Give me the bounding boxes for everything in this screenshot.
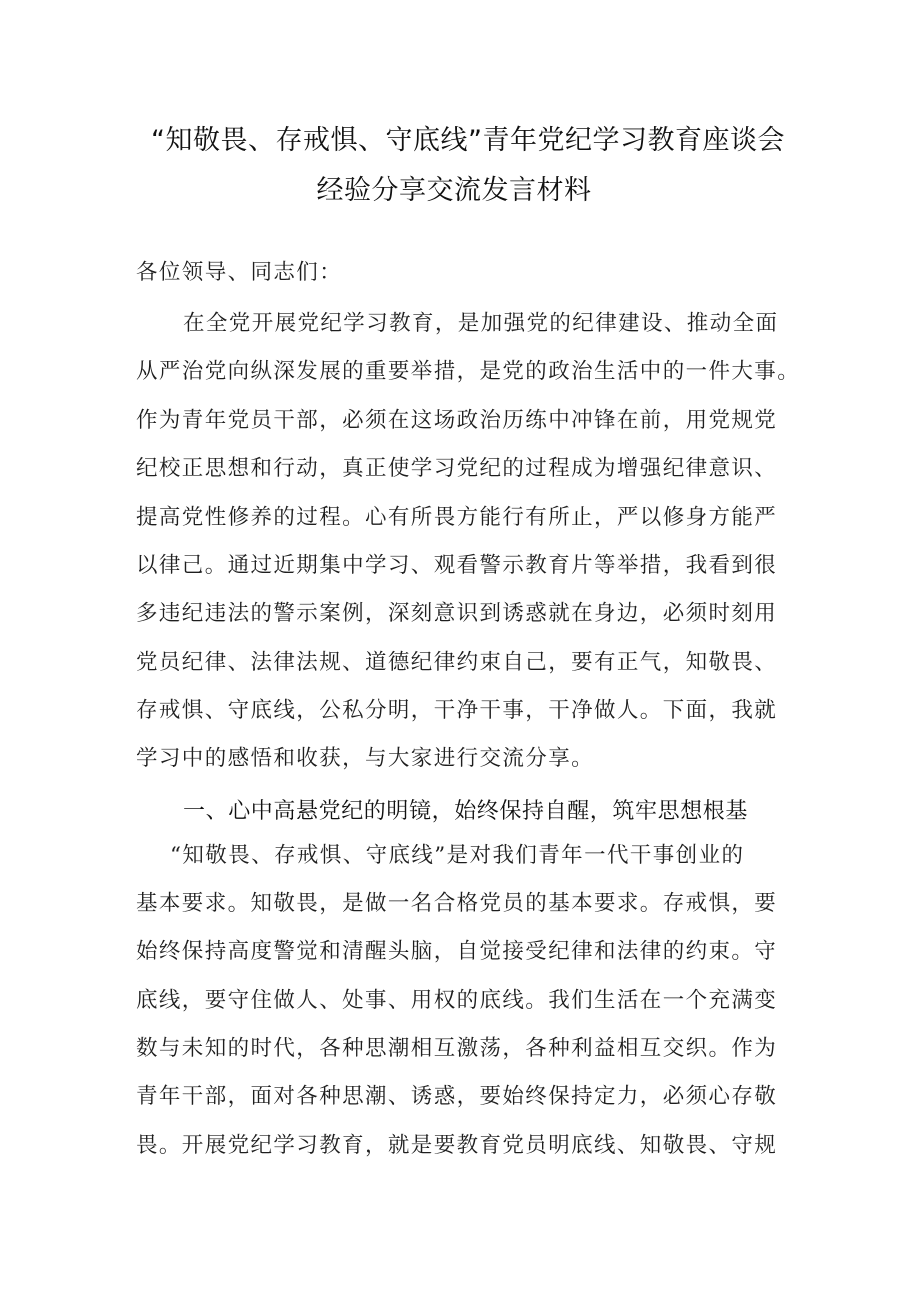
- paragraph-2-line: 基本要求。知敬畏，是做一名合格党员的基本要求。存戒惧，要: [136, 891, 778, 916]
- paragraph-1-line: 从严治党向纵深发展的重要举措，是党的政治生活中的一件大事。: [136, 359, 801, 384]
- paragraph-2-line: “知敬畏、存戒惧、守底线”是对我们青年一代干事创业的: [170, 843, 745, 868]
- paragraph-1-line: 以律己。通过近期集中学习、观看警示教育片等举措，我看到很: [136, 553, 778, 578]
- paragraph-1-line: 多违纪违法的警示案例，深刻意识到诱惑就在身边，必须时刻用: [136, 601, 778, 626]
- paragraph-2-line: 数与未知的时代，各种思潮相互激荡，各种利益相互交织。作为: [136, 1036, 778, 1061]
- paragraph-2-line: 畏。开展党纪学习教育，就是要教育党员明底线、知敬畏、守规: [136, 1133, 778, 1158]
- section-1-heading: 一、心中高悬党纪的明镜，始终保持自醒，筑牢思想根基: [183, 799, 749, 824]
- paragraph-1-line: 纪校正思想和行动，真正使学习党纪的过程成为增强纪律意识、: [136, 456, 778, 481]
- paragraph-1-line: 作为青年党员干部，必须在这场政治历练中冲锋在前，用党规党: [136, 408, 778, 433]
- paragraph-2-line: 青年干部，面对各种思潮、诱惑，要始终保持定力，必须心存敬: [136, 1084, 778, 1109]
- paragraph-2-line: 始终保持高度警觉和清醒头脑，自觉接受纪律和法律的约束。守: [136, 939, 778, 964]
- salutation: 各位领导、同志们：: [136, 260, 343, 285]
- paragraph-1-line: 提高党性修养的过程。心有所畏方能行有所止，严以修身方能严: [136, 505, 778, 530]
- paragraph-2-line: 底线，要守住做人、处事、用权的底线。我们生活在一个充满变: [136, 988, 778, 1013]
- paragraph-1-line: 存戒惧、守底线，公私分明，干净干事，干净做人。下面，我就: [136, 698, 778, 723]
- paragraph-1-line: 在全党开展党纪学习教育，是加强党的纪律建设、推动全面: [183, 311, 779, 336]
- document-title-line-2: 经验分享交流发言材料: [316, 175, 592, 206]
- paragraph-1-line: 学习中的感悟和收获，与大家进行交流分享。: [136, 746, 595, 771]
- paragraph-1-line: 党员纪律、法律法规、道德纪律约束自己，要有正气，知敬畏、: [136, 650, 778, 675]
- document-title-line-1: “知敬畏、存戒惧、守底线”青年党纪学习教育座谈会: [151, 125, 785, 156]
